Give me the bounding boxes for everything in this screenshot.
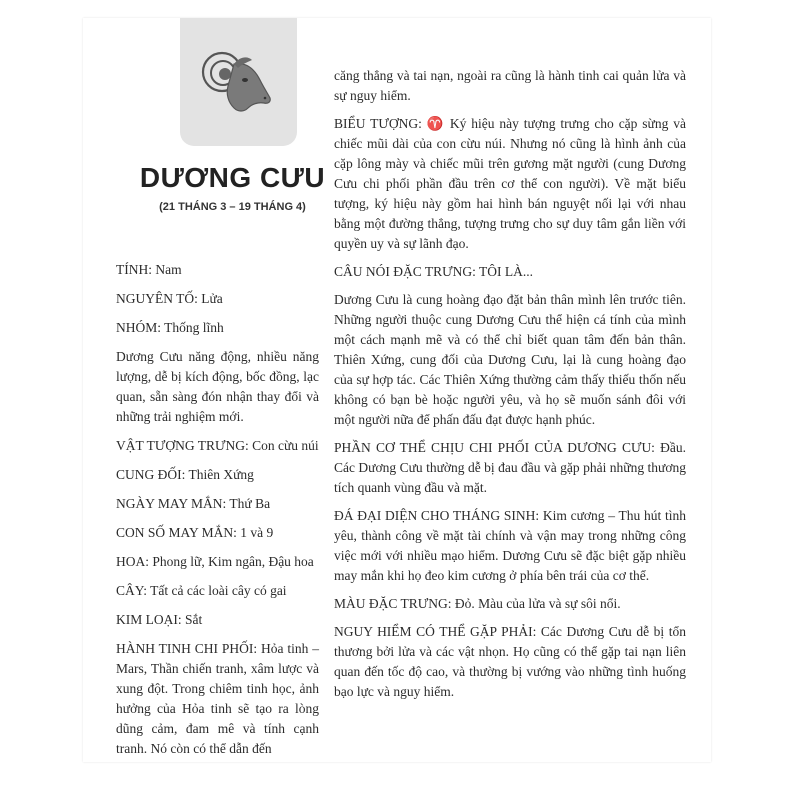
ram-head-icon	[198, 42, 278, 122]
fact-symbol-object: VẬT TƯỢNG TRƯNG: Con cừu núi	[116, 438, 319, 453]
right-column	[334, 66, 686, 710]
book-page	[83, 18, 711, 762]
fact-flowers: HOA: Phong lữ, Kim ngân, Đậu hoa	[116, 554, 314, 569]
fact-description: Dương Cưu năng động, nhiều năng lượng, dễ bị kích động, bốc đồng, lạc quan, sẵn sàng đón nhận thay đổi và những trải nghiệm mới.	[116, 349, 319, 424]
date-range: (21 THÁNG 3 – 19 THÁNG 4)	[159, 201, 306, 213]
paragraph-birthstone: ĐÁ ĐẠI DIỆN CHO THÁNG SINH: Kim cương – Thu hút tình yêu, thành công về mặt tài chính và vận may trong những công việc mới với nhiều mạo hiểm. Dương Cưu sẽ đặc biệt gặp nhiều may mắn khi họ đeo kim cương ở phía bên trái của cơ thể.	[334, 508, 686, 583]
fact-gender: TÍNH: Nam	[116, 262, 182, 277]
fact-ruling-planet: HÀNH TINH CHI PHỐI: Hỏa tinh – Mars, Thần chiến tranh, xâm lược và xung đột. Trong chiêm tinh học, ảnh hưởng của Hỏa tinh sẽ tạo ra lòng dũng cảm, đam mê và tính cạnh tranh. Nó còn có thể dẫn đến	[116, 641, 319, 756]
page-title: DƯƠNG CƯU	[139, 162, 326, 193]
fact-list	[116, 260, 319, 768]
fact-group: NHÓM: Thống lĩnh	[116, 320, 224, 335]
paragraph-motto: CÂU NÓI ĐẶC TRƯNG: TÔI LÀ...	[334, 264, 533, 279]
paragraph-personality: Dương Cưu là cung hoàng đạo đặt bản thân mình lên trước tiên. Những người thuộc cung Dương Cưu thể hiện cá tính của mình một cách mạnh mẽ và có thể chỉ biết quan tâm đến bản thân. Thiên Xứng, cung đối của Dương Cưu, lại là cung hoàng đạo của sự hợp tác. Các Thiên Xứng thường cảm thấy thiếu thốn nếu không có bạn bè hoặc người yêu, và họ sẽ muốn sánh đôi với một người nữa để phấn đấu đạt được hạnh phúc.	[334, 292, 686, 427]
fact-metal: KIM LOẠI: Sắt	[116, 612, 203, 627]
paragraph-dangers: NGUY HIỂM CÓ THỂ GẶP PHẢI: Các Dương Cưu dễ bị tổn thương bởi lửa và các vật nhọn. Họ cũng có thể gặp tai nạn liên quan đến tốc độ cao, và thường bị vướng vào những tình huống bạo lực và nguy hiểm.	[334, 624, 686, 699]
fact-opposite-sign: CUNG ĐỐI: Thiên Xứng	[116, 467, 254, 482]
fact-lucky-numbers: CON SỐ MAY MẮN: 1 và 9	[116, 525, 274, 540]
fact-trees: CÂY: Tất cả các loài cây có gai	[116, 583, 287, 598]
sign-icon-box	[180, 18, 297, 146]
paragraph-color: MÀU ĐẶC TRƯNG: Đỏ. Màu của lửa và sự sôi nổi.	[334, 596, 621, 611]
fact-lucky-day: NGÀY MAY MẮN: Thứ Ba	[116, 496, 271, 511]
paragraph-body-part: PHẦN CƠ THỂ CHỊU CHI PHỐI CỦA DƯƠNG CƯU: Đầu. Các Dương Cưu thường dễ bị đau đầu và gặp phải những thương tích quanh vùng đầu và mặt.	[334, 440, 686, 495]
fact-element: NGUYÊN TỐ: Lửa	[116, 291, 223, 306]
paragraph-symbol: BIỂU TƯỢNG: ♈ Ký hiệu này tượng trưng cho cặp sừng và chiếc mũi dài của con cừu núi. Nhưng nó cũng là hình ảnh của cặp lông mày và chiếc mũi trên gương mặt người (cung Dương Cưu chi phối phần đầu trên cơ thể con người). Về mặt biểu tượng, ký hiệu này gồm hai hình bán nguyệt nối lại với nhau bằng một đường thẳng, tượng trưng cho sự duy tâm gắn liền với quyền uy và sự lãnh đạo.	[334, 116, 686, 251]
paragraph-continuation: căng thẳng và tai nạn, ngoài ra cũng là hành tinh cai quản lửa và sự nguy hiểm.	[334, 68, 686, 103]
